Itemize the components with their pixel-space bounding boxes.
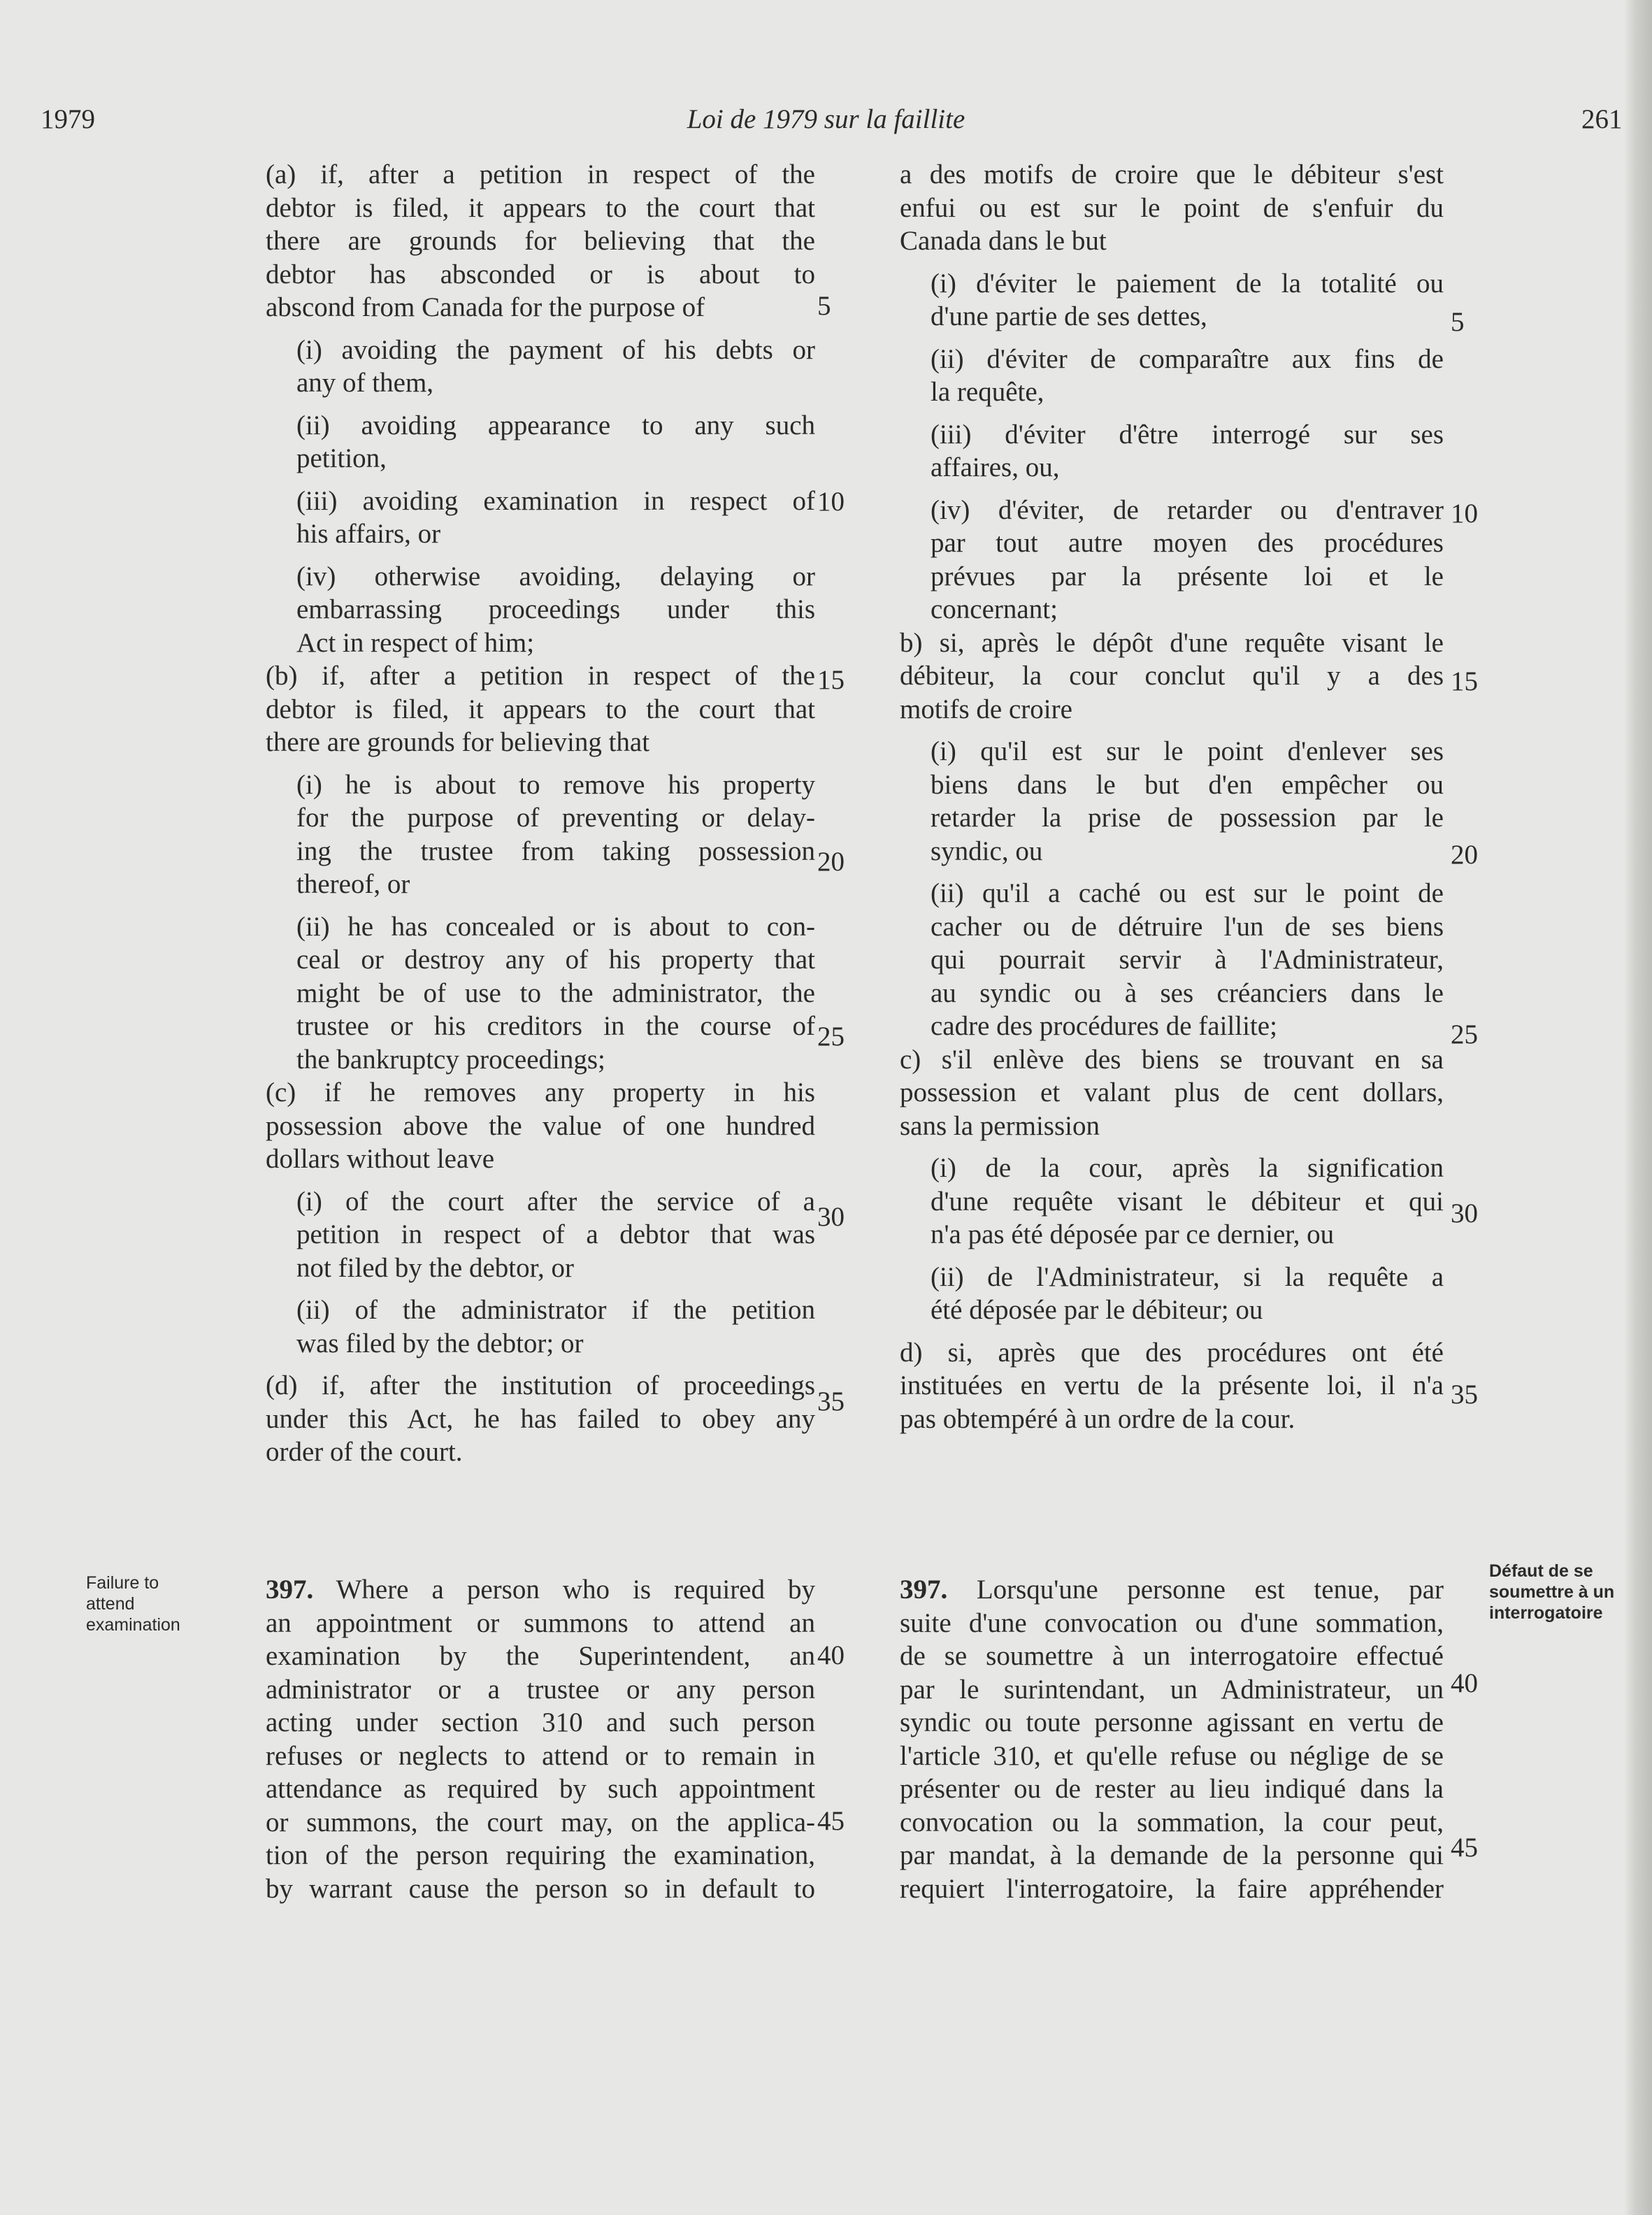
text-line: biens dans le but d'en empêcher ou <box>931 769 1444 800</box>
text-line: sans la permission <box>900 1110 1100 1141</box>
header-title: Loi de 1979 sur la faillite <box>687 104 965 134</box>
text-line: (iii) d'éviter d'être interrogé sur ses <box>931 419 1444 450</box>
text-line: his affairs, or <box>296 519 441 549</box>
text-line: examination by the Superintendent, an <box>266 1641 815 1671</box>
text-line: the bankruptcy proceedings; <box>296 1044 605 1075</box>
text-line: Canada dans le but <box>900 226 1107 256</box>
text-line: d'une partie de ses dettes, <box>931 301 1207 331</box>
text-line: d) si, après que des procédures ont été <box>900 1337 1444 1368</box>
text-line: instituées en vertu de la présente loi, il n'a <box>900 1370 1444 1400</box>
text-line: refuses or neglects to attend or to remain in <box>266 1740 815 1771</box>
text-line: (a) if, after a petition in respect of the <box>266 159 815 189</box>
text-line: cacher ou de détruire l'un de ses biens <box>931 911 1444 942</box>
text-line: n'a pas été déposée par ce dernier, ou <box>931 1219 1335 1249</box>
text-line: attendance as required by such appointment <box>266 1774 815 1804</box>
line-number: 30 <box>817 1202 845 1232</box>
text-line: (ii) he has concealed or is about to con- <box>296 911 815 942</box>
english-column <box>266 158 815 1469</box>
text-line: (b) if, after a petition in respect of the <box>266 661 815 691</box>
line-number: 15 <box>1451 666 1478 696</box>
section-number: 397. <box>266 1575 314 1605</box>
text-line: trustee or his creditors in the course of <box>296 1011 815 1041</box>
line-number: 40 <box>1451 1668 1478 1698</box>
text-line: embarrassing proceedings under this <box>296 594 815 624</box>
text-line: c) s'il enlève des biens se trouvant en sa <box>900 1044 1444 1075</box>
text-line: affaires, ou, <box>931 452 1060 482</box>
text-line: (c) if he removes any property in his <box>266 1077 815 1108</box>
margin-note-english: Failure to attend examination <box>86 1573 180 1635</box>
text-line: was filed by the debtor; or <box>296 1328 584 1359</box>
line-number: 20 <box>817 847 845 877</box>
text-line: Act in respect of him; <box>296 627 535 658</box>
margin-note-french: Défaut de se soumettre à un interrogatoire <box>1489 1561 1615 1623</box>
text-line: motifs de croire <box>900 694 1072 724</box>
text-line: any of them, <box>296 368 434 398</box>
text-line: ceal or destroy any of his property that <box>296 945 815 975</box>
text-line: (i) of the court after the service of a <box>296 1186 815 1217</box>
page-number: 261 <box>1581 104 1623 134</box>
text-line: Where a person who is required by <box>336 1575 816 1605</box>
text-line: thereof, or <box>296 869 410 899</box>
text-line: débiteur, la cour conclut qu'il y a des <box>900 661 1444 691</box>
text-line: acting under section 310 and such person <box>266 1707 815 1737</box>
text-line: (ii) qu'il a caché ou est sur le point de <box>931 878 1444 908</box>
text-line: retarder la prise de possession par le <box>931 803 1444 833</box>
text-line: la requête, <box>931 377 1044 407</box>
text-line: debtor has absconded or is about to <box>266 259 815 289</box>
text-line: concernant; <box>931 594 1058 624</box>
text-line: might be of use to the administrator, the <box>296 977 815 1008</box>
text-line: convocation ou la sommation, la cour peut, <box>900 1807 1444 1837</box>
text-line: par tout autre moyen des procédures <box>931 528 1444 558</box>
line-number: 10 <box>1451 499 1478 529</box>
text-line: an appointment or summons to attend an <box>266 1607 815 1638</box>
text-line: order of the court. <box>266 1437 463 1467</box>
page-edge-shadow <box>1624 0 1652 2215</box>
text-line: tion of the person requiring the examination, <box>266 1840 815 1870</box>
text-line: requiert l'interrogatoire, la faire appréhender <box>900 1873 1444 1904</box>
line-number: 30 <box>1451 1198 1478 1228</box>
text-line: syndic, ou <box>931 836 1043 866</box>
text-line: ing the trustee from taking possession <box>296 836 815 866</box>
line-number: 20 <box>1451 840 1478 870</box>
line-number: 5 <box>817 291 831 321</box>
text-line: (i) he is about to remove his property <box>296 769 815 800</box>
text-line: debtor is filed, it appears to the court that <box>266 694 815 724</box>
text-line: (iv) d'éviter, de retarder ou d'entraver <box>931 494 1444 525</box>
text-line: au syndic ou à ses créanciers dans le <box>931 977 1444 1008</box>
french-column <box>900 158 1444 1435</box>
text-line: b) si, après le dépôt d'une requête visant le <box>900 627 1444 658</box>
text-line: (ii) d'éviter de comparaître aux fins de <box>931 343 1444 374</box>
line-number: 10 <box>817 487 845 517</box>
section-number: 397. <box>900 1575 948 1605</box>
text-line: suite d'une convocation ou d'une sommation, <box>900 1607 1444 1638</box>
line-number: 40 <box>817 1640 845 1670</box>
text-line: possession above the value of one hundred <box>266 1110 815 1141</box>
text-line: par mandat, à la demande de la personne qui <box>900 1840 1444 1870</box>
text-line: not filed by the debtor, or <box>296 1252 575 1283</box>
text-line: (i) de la cour, après la signification <box>931 1153 1444 1183</box>
text-line: or summons, the court may, on the applica- <box>266 1807 815 1837</box>
header-year: 1979 <box>41 104 95 134</box>
text-line: enfui ou est sur le point de s'enfuir du <box>900 192 1444 223</box>
text-line: there are grounds for believing that <box>266 727 650 757</box>
text-line: (ii) de l'Administrateur, si la requête a <box>931 1261 1444 1292</box>
text-line: possession et valant plus de cent dollars, <box>900 1077 1444 1108</box>
line-number: 35 <box>1451 1379 1478 1410</box>
text-line: (i) avoiding the payment of his debts or <box>296 334 815 365</box>
text-line: pas obtempéré à un ordre de la cour. <box>900 1403 1295 1434</box>
text-line: (ii) avoiding appearance to any such <box>296 410 815 440</box>
text-line: debtor is filed, it appears to the court that <box>266 192 815 223</box>
text-line: de se soumettre à un interrogatoire effectué <box>900 1641 1444 1671</box>
text-line: cadre des procédures de faillite; <box>931 1011 1277 1041</box>
text-line: qui pourrait servir à l'Administrateur, <box>931 945 1444 975</box>
text-line: there are grounds for believing that the <box>266 226 815 256</box>
text-line: (d) if, after the institution of proceedings <box>266 1370 815 1400</box>
line-number: 45 <box>1451 1833 1478 1863</box>
line-number: 35 <box>817 1386 845 1417</box>
text-line: prévues par la présente loi et le <box>931 561 1444 592</box>
text-line: petition, <box>296 443 387 473</box>
text-line: administrator or a trustee or any person <box>266 1674 815 1705</box>
line-number: 15 <box>817 665 845 695</box>
text-line: dollars without leave <box>266 1144 495 1174</box>
text-line: under this Act, he has failed to obey any <box>266 1403 815 1434</box>
text-line: a des motifs de croire que le débiteur s'est <box>900 159 1444 189</box>
text-line: (i) d'éviter le paiement de la totalité ou <box>931 268 1444 299</box>
text-line: (iii) avoiding examination in respect of <box>296 485 815 516</box>
text-line: par le surintendant, un Administrateur, un <box>900 1674 1444 1705</box>
line-number: 45 <box>817 1806 845 1836</box>
text-line: présenter ou de rester au lieu indiqué dans la <box>900 1774 1444 1804</box>
line-number: 25 <box>817 1022 845 1052</box>
text-line: d'une requête visant le débiteur et qui <box>931 1186 1444 1217</box>
line-number: 25 <box>1451 1019 1478 1049</box>
text-line: by warrant cause the person so in default to <box>266 1873 815 1904</box>
text-line: été déposée par le débiteur; ou <box>931 1295 1263 1325</box>
text-line: (ii) of the administrator if the petition <box>296 1295 815 1325</box>
section-397-english <box>266 1573 815 1905</box>
section-397-french <box>900 1573 1444 1905</box>
text-line: for the purpose of preventing or delay- <box>296 803 815 833</box>
text-line: Lorsqu'une personne est tenue, par <box>976 1575 1444 1605</box>
text-line: abscond from Canada for the purpose of <box>266 292 705 322</box>
text-line: l'article 310, et qu'elle refuse ou néglige de se <box>900 1740 1444 1771</box>
text-line: petition in respect of a debtor that was <box>296 1219 815 1249</box>
line-number: 5 <box>1451 307 1465 337</box>
text-line: syndic ou toute personne agissant en vertu de <box>900 1707 1444 1737</box>
text-line: (i) qu'il est sur le point d'enlever ses <box>931 736 1444 766</box>
text-line: (iv) otherwise avoiding, delaying or <box>296 561 815 592</box>
